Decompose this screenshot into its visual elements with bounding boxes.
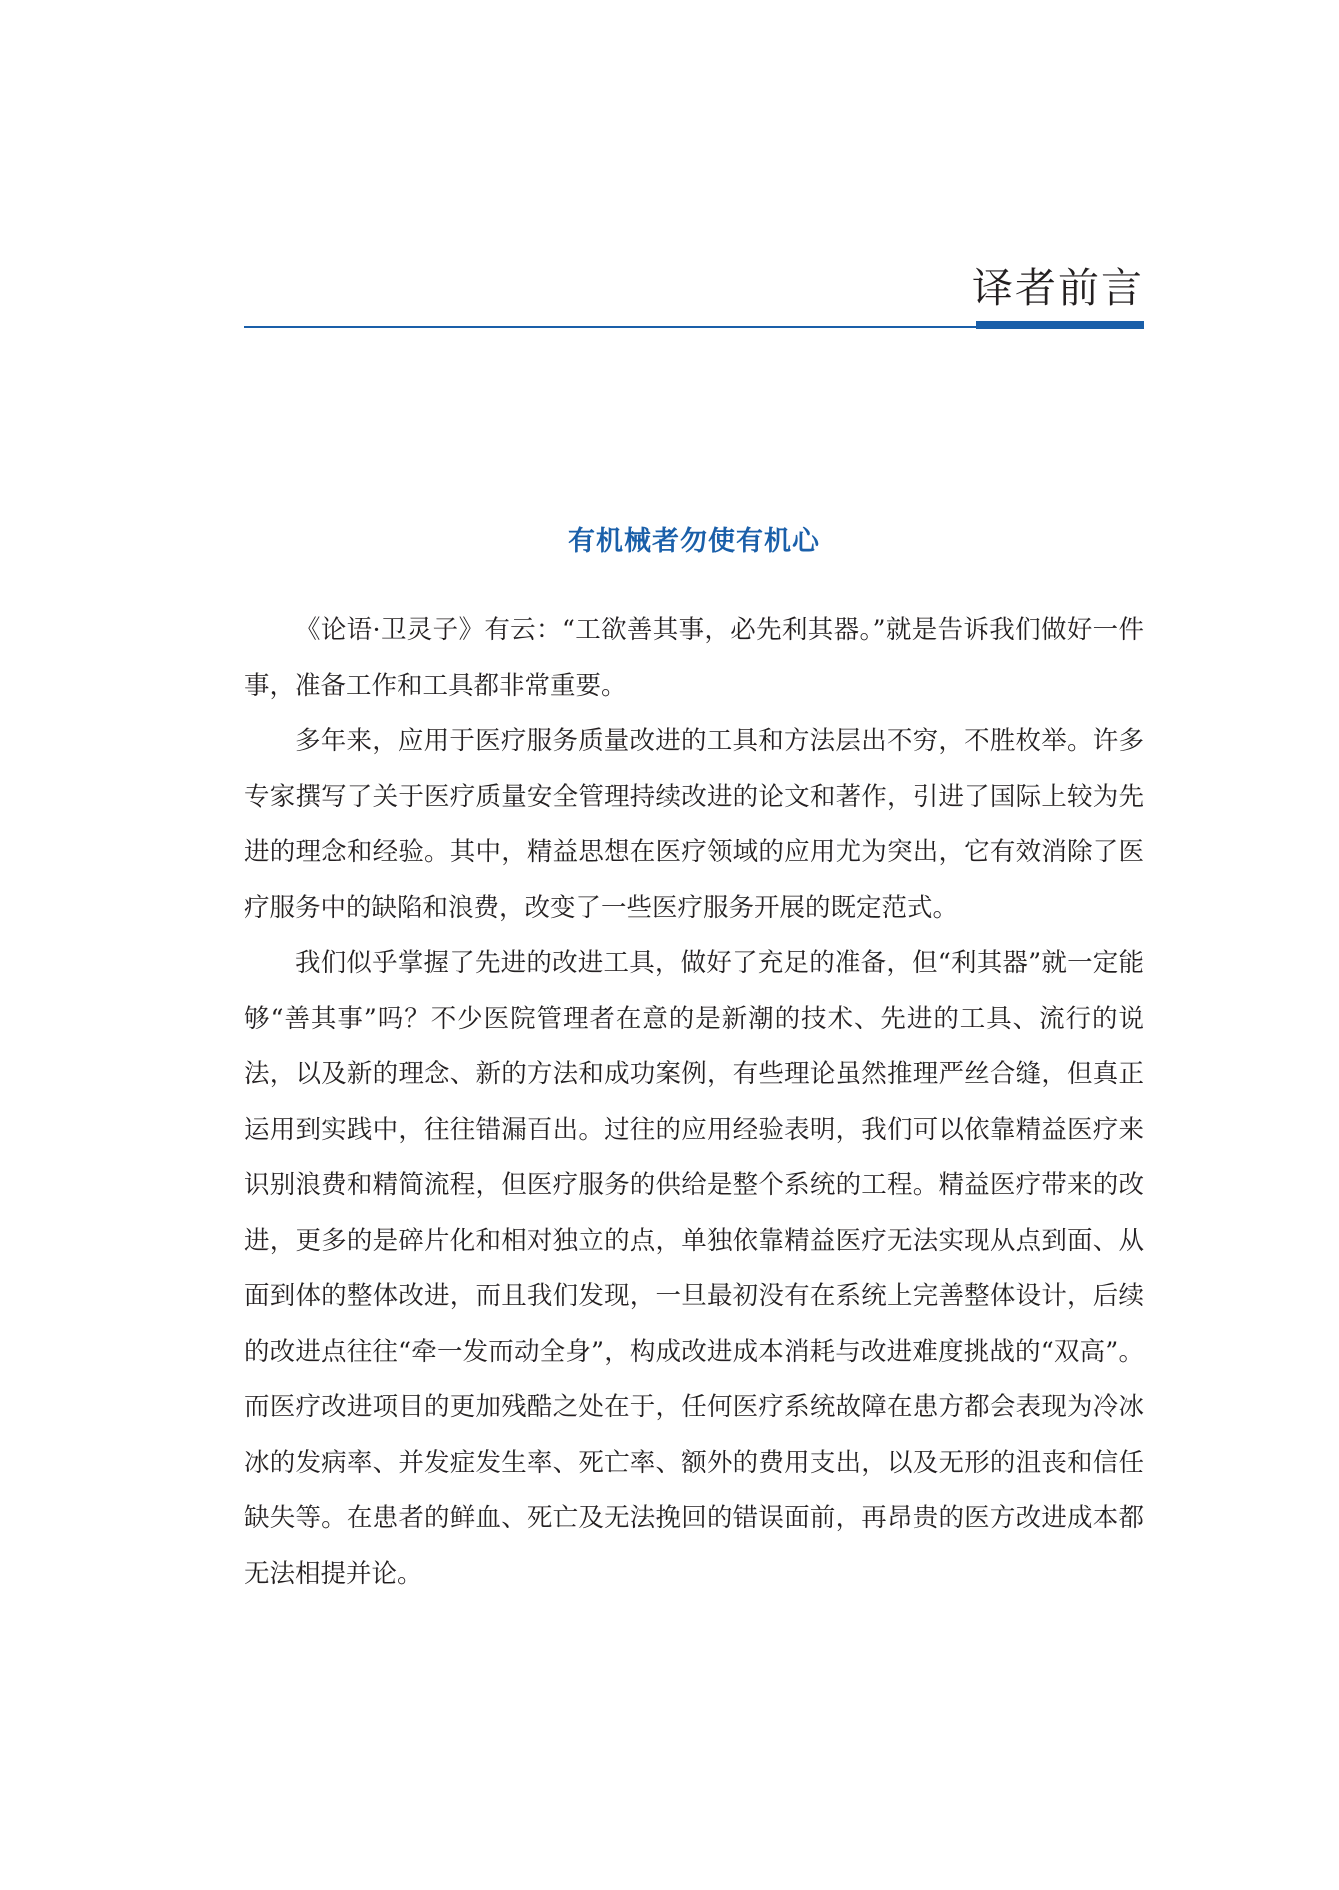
paragraph-2: 多年来，应用于医疗服务质量改进的工具和方法层出不穷，不胜枚举。许多专家撰写了关于医疗质量安全管理持续改进的论文和著作，引进了国际上较为先进的理念和经验。其中，精益思想在医疗领域的应用尤为突出，它有效消除了医疗服务中的缺陷和浪费，改变了一些医疗服务开展的既定范式。: [244, 726, 1144, 923]
chapter-header: [244, 262, 1144, 328]
chapter-title: 译者前言: [972, 264, 1144, 312]
header-rule-accent: [976, 321, 1144, 329]
section-heading: 有机械者勿使有机心: [568, 526, 820, 557]
paragraph-1: 《论语·卫灵子》有云：“工欲善其事，必先利其器。”就是告诉我们做好一件事，准备工作和工具都非常重要。: [244, 615, 1144, 701]
body-text: [244, 603, 1144, 1602]
paragraph-3: 我们似乎掌握了先进的改进工具，做好了充足的准备，但“利其器”就一定能够“善其事”吗？不少医院管理者在意的是新潮的技术、先进的工具、流行的说法，以及新的理念、新的方法和成功案例，有些理论虽然推理严丝合缝，但真正运用到实践中，往往错漏百出。过往的应用经验表明，我们可以依靠精益医疗来识别浪费和精简流程，但医疗服务的供给是整个系统的工程。精益医疗带来的改进，更多的是碎片化和相对独立的点，单独依靠精益医疗无法实现从点到面、从面到体的整体改进，而且我们发现，一旦最初没有在系统上完善整体设计，后续的改进点往往“牵一发而动全身”，构成改进成本消耗与改进难度挑战的“双高”。而医疗改进项目的更加残酷之处在于，任何医疗系统故障在患方都会表现为冷冰冰的发病率、并发症发生率、死亡率、额外的费用支出，以及无形的沮丧和信任缺失等。在患者的鲜血、死亡及无法挽回的错误面前，再昂贵的医方改进成本都无法相提并论。: [244, 948, 1144, 1589]
